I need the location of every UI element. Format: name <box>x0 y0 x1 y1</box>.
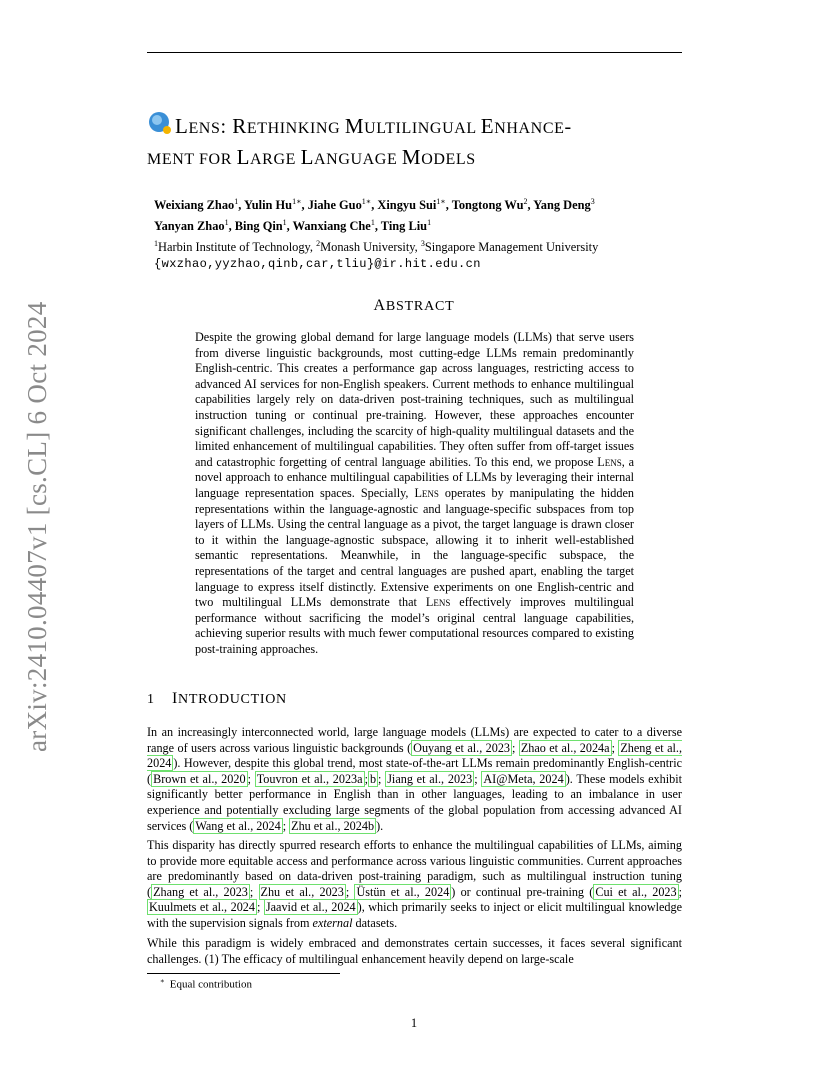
body-text: ; <box>378 771 386 786</box>
title-fragment: ANGUAGE <box>314 151 402 168</box>
title-line-1 <box>147 110 692 143</box>
affiliation-name: Monash University, <box>320 240 421 255</box>
body-text: ; <box>249 884 259 899</box>
intro-paragraph-2 <box>147 838 682 932</box>
body-text: ; <box>678 884 683 899</box>
title-fragment: ENS <box>188 120 221 137</box>
citation-link[interactable]: AI@Meta, 2024 <box>483 771 564 786</box>
citation-link[interactable]: Cui et al., 2023 <box>595 884 677 899</box>
body-text: ). These models exhibit significantly better performance in English than in other languages, leading to an imbalance in user experience and potentially excluding large segments of the global population from accessing advanced AI services ( <box>147 771 682 833</box>
citation-link[interactable]: Jaavid et al., 2024 <box>265 900 356 915</box>
author-name: Jiahe Guo <box>307 198 362 213</box>
affiliation-mark: 1 <box>154 239 158 249</box>
body-text: While this paradigm is widely embraced and demonstrates certain successes, it faces several significant challenges. (1) The efficacy of multilingual enhancement heavily depend on large-scale <box>147 936 682 966</box>
affiliation-mark: 3 <box>420 239 425 249</box>
section-title-initial: I <box>172 690 179 707</box>
citation-link[interactable]: Kuulmets et al., 2024 <box>149 900 255 915</box>
citation-link[interactable]: Zhao et al., 2024a <box>520 740 610 755</box>
title-fragment: ULTILINGUAL <box>364 120 481 137</box>
title-text-line-2 <box>147 147 476 169</box>
author-affiliation-mark: 1∗ <box>292 197 302 206</box>
author-name: Yang Deng <box>533 198 591 213</box>
citation-link[interactable]: Touvron et al., 2023a <box>256 771 363 786</box>
paper-title <box>147 110 692 174</box>
body-text: ; <box>247 771 255 786</box>
author-affiliation-mark: 1 <box>370 218 375 228</box>
abstract-heading <box>0 297 828 315</box>
body-text: ; <box>512 740 519 755</box>
abstract-text <box>195 330 634 657</box>
method-name: Lens <box>597 454 622 469</box>
body-text: effectively improves multilingual performance without sacrificing the model’s original central language capabilities, achieving superior results with much fewer computational resources compared to existing post-training approaches. <box>195 595 634 656</box>
citation-link[interactable]: Zhang et al., 2023 <box>153 884 248 899</box>
page-number: 1 <box>410 1016 418 1030</box>
body-text: ; <box>257 900 264 915</box>
author-names-line-1: Weixiang Zhao$^1$, Yulin $Hu^{1∗}$, Jiahe Guo$^{1∗}$, Xingyu Sui$^{1∗}$, Tongtong Wu$^2$, Yang Deng$^3$ <box>154 197 595 213</box>
title-fragment: M <box>401 145 422 169</box>
body-text: This disparity has directly spurred research efforts to enhance the multilingual capabilities of LLMs, aiming to provide more equitable access and performance across various linguistic communities. Current approaches are predominantly based on data-driven post-training paradigm, such as multilingual instruction tuning ( <box>147 838 682 899</box>
body-text: , a novel approach to enhance multilingual capabilities of LLMs by leveraging their internal language representation spaces. Specially, <box>195 454 634 500</box>
author-name: Ting Liu <box>380 219 428 234</box>
title-fragment: M <box>344 114 365 138</box>
section-number: 1 <box>147 692 155 707</box>
citation-link[interactable]: Brown et al., 2020 <box>153 771 246 786</box>
title-fragment: E <box>480 114 495 138</box>
abstract-heading-initial: A <box>373 297 386 314</box>
author-affiliation-mark: 1 <box>224 218 229 228</box>
section-heading-introduction <box>147 690 287 708</box>
body-text: ) or continual pre-training ( <box>451 884 594 899</box>
method-name: Lens <box>425 595 451 610</box>
title-fragment: L <box>175 114 189 138</box>
citation-link[interactable]: Wang et al., 2024 <box>195 818 281 833</box>
author-name: Yulin Hu <box>243 198 293 213</box>
author-name: Yanyan Zhao <box>154 219 225 234</box>
author-affiliation-mark: 1 <box>234 197 239 206</box>
affiliation-mark: 2 <box>316 239 321 249</box>
body-text: Despite the growing global demand for large language models (LLMs) that serve users from diverse linguistic backgrounds, most cutting-edge LLMs remain predominantly English-centric. This creates a performance gap across languages, restricting access to advanced AI services for non-English speakers. Current methods to enhance multilingual capabilities largely rely on data-driven post-training techniques, such as multilingual instruction tuning or continual pre-training. However, these approaches encounter significant challenges, including the scarcity of high-quality multilingual datasets and the limited enhancement of multilingual capabilities. They often suffer from off-target issues and catastrophic forgetting of central language abilities. To this end, we propose <box>195 330 634 469</box>
citation-link[interactable]: Jiang et al., 2023 <box>387 771 473 786</box>
body-text: ; <box>611 740 619 755</box>
title-fragment: R <box>232 114 247 138</box>
section-title-rest: NTRODUCTION <box>178 692 287 707</box>
body-text: datasets. <box>352 915 398 930</box>
body-text: ; <box>364 771 368 786</box>
footnote-mark: ∗ <box>160 977 165 985</box>
body-text: ). <box>376 818 384 833</box>
title-fragment: - <box>564 116 572 138</box>
arxiv-identifier[interactable]: arXiv:2410.04407v1 [cs.CL] 6 Oct 2024 <box>22 301 52 752</box>
abstract-heading-rest: BSTRACT <box>385 299 455 314</box>
body-text: ), which primarily seeks to inject or elicit multilingual knowledge with the supervision signals from <box>147 900 683 930</box>
author-name: Bing Qin <box>234 219 283 234</box>
title-fragment: L <box>236 145 251 169</box>
header-rule <box>147 52 682 53</box>
affiliation-name: Harbin Institute of Technology, <box>158 240 317 255</box>
body-text: ; <box>345 884 355 899</box>
title-fragment: ODELS <box>421 151 476 168</box>
author-names-line-2: Yanyan Zhao$^1$, Bing Qin$^1$, Wanxiang Che$^1$, Ting Liu$^1$ <box>154 218 432 234</box>
footnote <box>160 977 252 991</box>
citation-link[interactable]: b <box>369 771 377 786</box>
title-text-line-1 <box>175 116 572 138</box>
citation-link[interactable]: Zheng et al., 2024 <box>147 740 682 771</box>
author-affiliation-mark: 1∗ <box>361 197 372 206</box>
footnote-text: Equal contribution <box>169 978 252 991</box>
citation-link[interactable]: Ouyang et al., 2023 <box>413 740 511 755</box>
author-block <box>154 193 674 273</box>
title-fragment: ARGE <box>250 151 301 168</box>
author-affiliation-mark: 2 <box>523 197 528 206</box>
title-fragment: NHANCE <box>494 120 565 137</box>
footnote-rule <box>147 973 340 974</box>
citation-link[interactable]: Zhu et al., 2024b <box>291 818 375 833</box>
author-affiliation-mark: 3 <box>590 197 595 206</box>
affiliation-name: Singapore Management University <box>424 240 599 255</box>
body-text: ; <box>282 818 290 833</box>
citation-link[interactable]: Zhu et al., 2023 <box>260 884 344 899</box>
intro-paragraph-3 <box>147 936 682 967</box>
lens-logo-icon <box>147 110 173 136</box>
body-text: operates by manipulating the hidden representations within the language-agnostic and language-specific subspaces from top layers of LLMs. Using the central language as a pivot, the target language is drawn closer to it within the language-agnostic subspace, allowing it to inherit well-established semantic representations. Meanwhile, in the language-specific subspace, the representations of the target and central languages are pushed apart, enabling the target language to express itself distinctly. Extensive experiments on one English-centric and two multilingual LLMs demonstrate that <box>195 485 634 610</box>
method-name: Lens <box>414 485 439 500</box>
title-fragment: L <box>300 145 315 169</box>
title-fragment: ETHINKING <box>246 120 345 137</box>
author-name: Xingyu Sui <box>377 198 437 213</box>
title-fragment: MENT FOR <box>147 151 237 168</box>
author-name: Wanxiang Che <box>292 219 371 234</box>
author-affiliation-mark: 1∗ <box>436 197 446 206</box>
author-name: Tongtong Wu <box>451 198 524 213</box>
author-affiliation-mark: 1 <box>282 218 287 228</box>
body-text: In an increasingly interconnected world, large language models (LLMs) are expected to cater to a diverse range of users across various linguistic backgrounds ( <box>147 725 682 755</box>
citation-link[interactable]: Üstün et al., 2024 <box>356 884 450 899</box>
author-name: Weixiang Zhao <box>154 198 235 213</box>
body-text: ). However, despite this global trend, most state-of-the-art LLMs remain predominantly English-centric ( <box>147 756 682 786</box>
title-line-2 <box>147 143 692 174</box>
emphasis-text: external <box>312 915 353 930</box>
author-affiliation-mark: 1 <box>427 218 432 228</box>
author-emails: {wxzhao,yyzhao,qinb,car,tliu}@ir.hit.edu.cn <box>154 257 481 272</box>
intro-paragraph-1 <box>147 725 682 834</box>
affiliations <box>154 235 674 256</box>
title-fragment: : <box>220 116 233 138</box>
body-text: ; <box>474 771 482 786</box>
